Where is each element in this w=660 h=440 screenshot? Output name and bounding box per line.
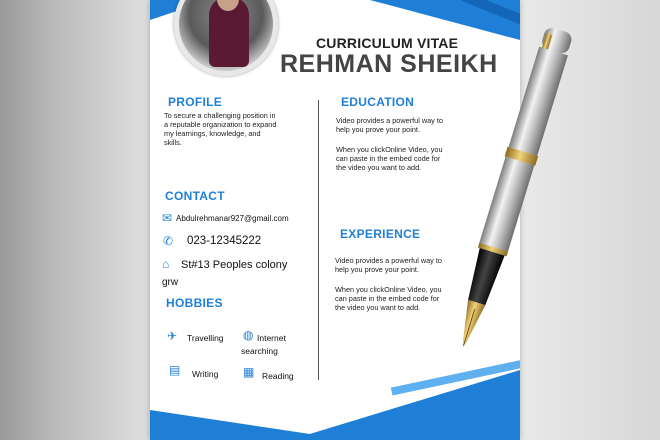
education-line: help you prove your point. [336,125,420,134]
education-line: can paste in the embed code for [336,154,441,163]
cv-title: CURRICULUM VITAE [316,35,459,51]
hobby-reading: Reading [262,371,294,381]
hobby-writing: Writing [192,369,219,379]
experience-text-1 [335,256,442,274]
envelope-icon: ✉ [162,211,173,225]
hobby-searching: searching [241,346,278,356]
column-divider [318,100,319,380]
experience-heading: EXPERIENCE [340,227,421,241]
experience-text-2 [335,285,442,312]
experience-line: Video provides a powerful way to [335,256,442,265]
document-icon: ▤ [169,363,181,377]
education-heading: EDUCATION [341,95,415,109]
corner-triangle-bottom-right [290,370,520,440]
hobbies-heading: HOBBIES [166,296,223,310]
profile-photo [174,0,278,76]
hobby-internet: Internet [257,333,286,343]
book-icon: ▦ [243,365,255,379]
contact-phone: 023-12345222 [187,235,262,247]
profile-line: a reputable organization to expand [164,120,277,129]
education-line: When you clickOnline Video, you [336,145,443,154]
contact-address-line2: grw [162,277,179,288]
profile-line: my learnings, knowledge, and [164,129,261,138]
contact-email: Abdulrehmanar927@gmail.com [176,214,289,223]
home-icon: ⌂ [162,257,170,271]
education-line: the video you want to add. [336,163,422,172]
phone-icon: ✆ [163,234,174,248]
contact-heading: CONTACT [165,189,225,203]
profile-line: To secure a challenging position in [164,111,276,120]
contact-address: St#13 Peoples colony [181,259,288,271]
experience-line: the video you want to add. [335,303,421,312]
profile-text [164,111,276,147]
education-text-2 [336,145,443,172]
globe-icon: ◍ [243,328,254,342]
profile-heading: PROFILE [168,95,223,109]
experience-line: help you prove your point. [335,265,419,274]
resume-sheet [150,0,520,440]
experience-line: When you clickOnline Video, you [335,285,442,294]
pen-cap-top [540,26,573,55]
profile-line: skills. [164,138,182,147]
experience-line: can paste in the embed code for [335,294,440,303]
education-line: Video provides a powerful way to [336,116,443,125]
hobby-travelling: Travelling [187,333,224,343]
candidate-name: REHMAN SHEIKH [280,50,498,78]
plane-icon: ✈ [167,329,178,343]
education-text-1 [336,116,443,134]
